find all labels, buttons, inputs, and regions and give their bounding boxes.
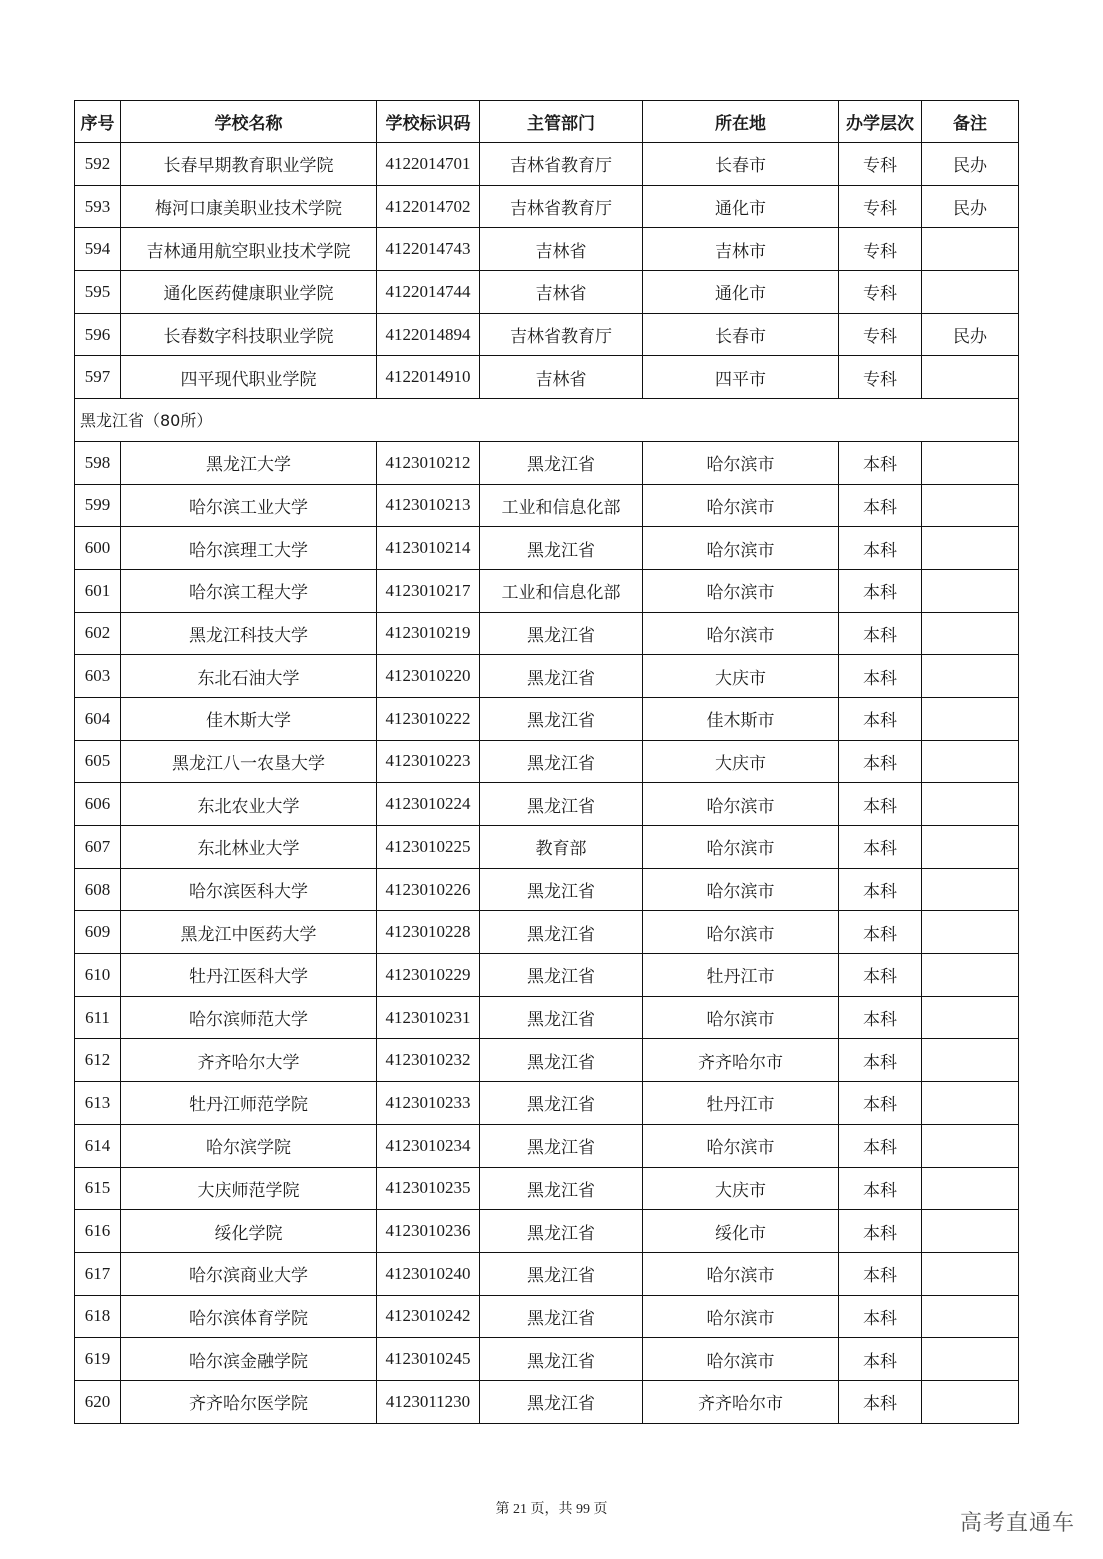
cell-location: 哈尔滨市 bbox=[643, 612, 839, 655]
cell-level: 本科 bbox=[839, 1124, 922, 1167]
cell-department: 黑龙江省 bbox=[480, 1252, 643, 1295]
table-row bbox=[75, 1210, 1019, 1253]
cell-note: 民办 bbox=[922, 185, 1019, 228]
table-row bbox=[75, 697, 1019, 740]
table-row bbox=[75, 655, 1019, 698]
cell-department: 黑龙江省 bbox=[480, 1039, 643, 1082]
cell-department: 吉林省 bbox=[480, 356, 643, 399]
cell-school-code: 4123010219 bbox=[377, 612, 480, 655]
table-row bbox=[75, 569, 1019, 612]
cell-note bbox=[922, 868, 1019, 911]
cell-department: 黑龙江省 bbox=[480, 655, 643, 698]
cell-note bbox=[922, 655, 1019, 698]
cell-index: 613 bbox=[75, 1082, 121, 1125]
cell-department: 吉林省教育厅 bbox=[480, 143, 643, 186]
cell-note bbox=[922, 826, 1019, 869]
cell-location: 哈尔滨市 bbox=[643, 1295, 839, 1338]
cell-index: 596 bbox=[75, 313, 121, 356]
cell-location: 佳木斯市 bbox=[643, 697, 839, 740]
table-row bbox=[75, 1124, 1019, 1167]
cell-index: 593 bbox=[75, 185, 121, 228]
table-row bbox=[75, 484, 1019, 527]
cell-school-name: 哈尔滨师范大学 bbox=[121, 996, 377, 1039]
cell-level: 本科 bbox=[839, 1295, 922, 1338]
header-index: 序号 bbox=[75, 101, 121, 143]
cell-school-code: 4123010228 bbox=[377, 911, 480, 954]
cell-note: 民办 bbox=[922, 143, 1019, 186]
cell-level: 专科 bbox=[839, 271, 922, 314]
cell-note bbox=[922, 228, 1019, 271]
cell-location: 哈尔滨市 bbox=[643, 826, 839, 869]
table-row bbox=[75, 1082, 1019, 1125]
cell-note: 民办 bbox=[922, 313, 1019, 356]
cell-location: 齐齐哈尔市 bbox=[643, 1380, 839, 1423]
cell-school-code: 4123010240 bbox=[377, 1252, 480, 1295]
cell-school-name: 齐齐哈尔大学 bbox=[121, 1039, 377, 1082]
cell-school-code: 4123010229 bbox=[377, 954, 480, 997]
cell-department: 吉林省教育厅 bbox=[480, 313, 643, 356]
cell-note bbox=[922, 697, 1019, 740]
cell-location: 长春市 bbox=[643, 313, 839, 356]
cell-department: 黑龙江省 bbox=[480, 1295, 643, 1338]
section-row bbox=[75, 399, 1019, 442]
cell-location: 绥化市 bbox=[643, 1210, 839, 1253]
table-body bbox=[75, 143, 1019, 1424]
cell-department: 黑龙江省 bbox=[480, 911, 643, 954]
cell-index: 612 bbox=[75, 1039, 121, 1082]
header-location: 所在地 bbox=[643, 101, 839, 143]
cell-note bbox=[922, 1295, 1019, 1338]
cell-department: 黑龙江省 bbox=[480, 527, 643, 570]
cell-location: 牡丹江市 bbox=[643, 954, 839, 997]
cell-department: 黑龙江省 bbox=[480, 1082, 643, 1125]
cell-school-name: 哈尔滨工业大学 bbox=[121, 484, 377, 527]
cell-school-name: 黑龙江中医药大学 bbox=[121, 911, 377, 954]
cell-department: 黑龙江省 bbox=[480, 868, 643, 911]
cell-index: 611 bbox=[75, 996, 121, 1039]
cell-location: 哈尔滨市 bbox=[643, 441, 839, 484]
cell-school-code: 4123010234 bbox=[377, 1124, 480, 1167]
cell-school-code: 4123010232 bbox=[377, 1039, 480, 1082]
cell-school-name: 哈尔滨医科大学 bbox=[121, 868, 377, 911]
cell-note bbox=[922, 484, 1019, 527]
cell-department: 吉林省 bbox=[480, 228, 643, 271]
cell-index: 600 bbox=[75, 527, 121, 570]
cell-index: 614 bbox=[75, 1124, 121, 1167]
cell-location: 哈尔滨市 bbox=[643, 1252, 839, 1295]
cell-index: 620 bbox=[75, 1380, 121, 1423]
school-list-table bbox=[74, 100, 1019, 1424]
cell-index: 597 bbox=[75, 356, 121, 399]
cell-school-code: 4123010222 bbox=[377, 697, 480, 740]
cell-school-code: 4122014910 bbox=[377, 356, 480, 399]
cell-school-code: 4123010226 bbox=[377, 868, 480, 911]
cell-school-name: 通化医药健康职业学院 bbox=[121, 271, 377, 314]
cell-note bbox=[922, 1380, 1019, 1423]
cell-school-code: 4123011230 bbox=[377, 1380, 480, 1423]
cell-department: 黑龙江省 bbox=[480, 697, 643, 740]
cell-level: 本科 bbox=[839, 612, 922, 655]
cell-level: 本科 bbox=[839, 868, 922, 911]
cell-school-code: 4123010236 bbox=[377, 1210, 480, 1253]
cell-index: 601 bbox=[75, 569, 121, 612]
cell-location: 大庆市 bbox=[643, 655, 839, 698]
watermark-logo: 高考直通车 bbox=[959, 1511, 1075, 1536]
cell-index: 616 bbox=[75, 1210, 121, 1253]
cell-location: 齐齐哈尔市 bbox=[643, 1039, 839, 1082]
cell-level: 本科 bbox=[839, 484, 922, 527]
table-row bbox=[75, 740, 1019, 783]
cell-school-name: 黑龙江科技大学 bbox=[121, 612, 377, 655]
cell-level: 本科 bbox=[839, 1338, 922, 1381]
cell-location: 四平市 bbox=[643, 356, 839, 399]
cell-school-name: 哈尔滨工程大学 bbox=[121, 569, 377, 612]
cell-note bbox=[922, 441, 1019, 484]
cell-school-code: 4123010235 bbox=[377, 1167, 480, 1210]
cell-school-code: 4122014743 bbox=[377, 228, 480, 271]
cell-note bbox=[922, 740, 1019, 783]
cell-level: 本科 bbox=[839, 740, 922, 783]
cell-school-name: 东北农业大学 bbox=[121, 783, 377, 826]
cell-department: 工业和信息化部 bbox=[480, 484, 643, 527]
cell-level: 本科 bbox=[839, 697, 922, 740]
cell-school-name: 牡丹江医科大学 bbox=[121, 954, 377, 997]
cell-level: 专科 bbox=[839, 356, 922, 399]
header-row bbox=[75, 101, 1019, 143]
table-row bbox=[75, 783, 1019, 826]
cell-school-name: 黑龙江八一农垦大学 bbox=[121, 740, 377, 783]
cell-level: 本科 bbox=[839, 1380, 922, 1423]
cell-index: 618 bbox=[75, 1295, 121, 1338]
header-school-name: 学校名称 bbox=[121, 101, 377, 143]
cell-note bbox=[922, 1210, 1019, 1253]
cell-school-name: 哈尔滨理工大学 bbox=[121, 527, 377, 570]
cell-location: 通化市 bbox=[643, 271, 839, 314]
cell-school-name: 梅河口康美职业技术学院 bbox=[121, 185, 377, 228]
cell-level: 本科 bbox=[839, 1252, 922, 1295]
table-row bbox=[75, 911, 1019, 954]
cell-index: 605 bbox=[75, 740, 121, 783]
cell-school-name: 东北石油大学 bbox=[121, 655, 377, 698]
cell-school-name: 牡丹江师范学院 bbox=[121, 1082, 377, 1125]
cell-level: 本科 bbox=[839, 826, 922, 869]
cell-index: 615 bbox=[75, 1167, 121, 1210]
cell-location: 哈尔滨市 bbox=[643, 1124, 839, 1167]
cell-location: 吉林市 bbox=[643, 228, 839, 271]
cell-department: 教育部 bbox=[480, 826, 643, 869]
cell-school-code: 4123010245 bbox=[377, 1338, 480, 1381]
cell-school-name: 大庆师范学院 bbox=[121, 1167, 377, 1210]
cell-department: 黑龙江省 bbox=[480, 740, 643, 783]
table-row bbox=[75, 1252, 1019, 1295]
cell-school-code: 4123010225 bbox=[377, 826, 480, 869]
cell-location: 大庆市 bbox=[643, 1167, 839, 1210]
cell-level: 专科 bbox=[839, 313, 922, 356]
cell-index: 610 bbox=[75, 954, 121, 997]
table-row bbox=[75, 143, 1019, 186]
cell-school-code: 4122014701 bbox=[377, 143, 480, 186]
cell-level: 本科 bbox=[839, 1039, 922, 1082]
cell-department: 黑龙江省 bbox=[480, 1380, 643, 1423]
cell-level: 本科 bbox=[839, 527, 922, 570]
table-row bbox=[75, 1167, 1019, 1210]
cell-note bbox=[922, 1082, 1019, 1125]
table-row bbox=[75, 1380, 1019, 1423]
cell-index: 619 bbox=[75, 1338, 121, 1381]
cell-department: 黑龙江省 bbox=[480, 783, 643, 826]
table-row bbox=[75, 271, 1019, 314]
cell-index: 599 bbox=[75, 484, 121, 527]
cell-location: 哈尔滨市 bbox=[643, 1338, 839, 1381]
cell-school-name: 黑龙江大学 bbox=[121, 441, 377, 484]
cell-note bbox=[922, 911, 1019, 954]
cell-location: 哈尔滨市 bbox=[643, 527, 839, 570]
table-row bbox=[75, 826, 1019, 869]
cell-location: 哈尔滨市 bbox=[643, 868, 839, 911]
table-row bbox=[75, 1039, 1019, 1082]
table-row bbox=[75, 356, 1019, 399]
cell-school-name: 哈尔滨学院 bbox=[121, 1124, 377, 1167]
cell-school-name: 齐齐哈尔医学院 bbox=[121, 1380, 377, 1423]
cell-location: 牡丹江市 bbox=[643, 1082, 839, 1125]
cell-department: 黑龙江省 bbox=[480, 1210, 643, 1253]
cell-level: 专科 bbox=[839, 143, 922, 186]
cell-note bbox=[922, 783, 1019, 826]
table-row bbox=[75, 868, 1019, 911]
cell-location: 长春市 bbox=[643, 143, 839, 186]
cell-school-code: 4122014894 bbox=[377, 313, 480, 356]
cell-level: 专科 bbox=[839, 228, 922, 271]
cell-school-name: 吉林通用航空职业技术学院 bbox=[121, 228, 377, 271]
cell-note bbox=[922, 1338, 1019, 1381]
cell-note bbox=[922, 1252, 1019, 1295]
cell-school-name: 东北林业大学 bbox=[121, 826, 377, 869]
table-row bbox=[75, 1295, 1019, 1338]
cell-note bbox=[922, 996, 1019, 1039]
table-row bbox=[75, 996, 1019, 1039]
cell-department: 黑龙江省 bbox=[480, 1167, 643, 1210]
cell-index: 603 bbox=[75, 655, 121, 698]
cell-index: 594 bbox=[75, 228, 121, 271]
cell-index: 602 bbox=[75, 612, 121, 655]
table-row bbox=[75, 612, 1019, 655]
cell-note bbox=[922, 527, 1019, 570]
cell-school-name: 哈尔滨体育学院 bbox=[121, 1295, 377, 1338]
cell-school-name: 四平现代职业学院 bbox=[121, 356, 377, 399]
table-header bbox=[75, 101, 1019, 143]
cell-school-code: 4123010213 bbox=[377, 484, 480, 527]
cell-level: 本科 bbox=[839, 1082, 922, 1125]
cell-location: 哈尔滨市 bbox=[643, 996, 839, 1039]
cell-location: 通化市 bbox=[643, 185, 839, 228]
cell-note bbox=[922, 356, 1019, 399]
cell-level: 本科 bbox=[839, 1210, 922, 1253]
cell-school-code: 4123010231 bbox=[377, 996, 480, 1039]
cell-school-name: 佳木斯大学 bbox=[121, 697, 377, 740]
cell-school-code: 4123010223 bbox=[377, 740, 480, 783]
cell-level: 本科 bbox=[839, 911, 922, 954]
cell-level: 本科 bbox=[839, 996, 922, 1039]
cell-level: 本科 bbox=[839, 783, 922, 826]
cell-level: 本科 bbox=[839, 569, 922, 612]
cell-department: 黑龙江省 bbox=[480, 441, 643, 484]
cell-department: 黑龙江省 bbox=[480, 954, 643, 997]
cell-school-code: 4123010212 bbox=[377, 441, 480, 484]
cell-school-name: 绥化学院 bbox=[121, 1210, 377, 1253]
cell-school-name: 哈尔滨商业大学 bbox=[121, 1252, 377, 1295]
cell-department: 吉林省教育厅 bbox=[480, 185, 643, 228]
table-row bbox=[75, 441, 1019, 484]
cell-index: 606 bbox=[75, 783, 121, 826]
cell-note bbox=[922, 271, 1019, 314]
cell-index: 604 bbox=[75, 697, 121, 740]
cell-school-code: 4122014744 bbox=[377, 271, 480, 314]
cell-note bbox=[922, 569, 1019, 612]
cell-note bbox=[922, 612, 1019, 655]
cell-location: 大庆市 bbox=[643, 740, 839, 783]
cell-level: 本科 bbox=[839, 441, 922, 484]
cell-note bbox=[922, 1124, 1019, 1167]
table-row bbox=[75, 954, 1019, 997]
cell-department: 工业和信息化部 bbox=[480, 569, 643, 612]
cell-note bbox=[922, 1167, 1019, 1210]
cell-note bbox=[922, 954, 1019, 997]
header-department: 主管部门 bbox=[480, 101, 643, 143]
table-row bbox=[75, 185, 1019, 228]
cell-location: 哈尔滨市 bbox=[643, 569, 839, 612]
cell-school-code: 4123010220 bbox=[377, 655, 480, 698]
cell-level: 本科 bbox=[839, 655, 922, 698]
cell-index: 617 bbox=[75, 1252, 121, 1295]
cell-location: 哈尔滨市 bbox=[643, 484, 839, 527]
cell-school-name: 长春早期教育职业学院 bbox=[121, 143, 377, 186]
cell-school-code: 4123010242 bbox=[377, 1295, 480, 1338]
cell-index: 595 bbox=[75, 271, 121, 314]
cell-index: 592 bbox=[75, 143, 121, 186]
cell-school-code: 4123010214 bbox=[377, 527, 480, 570]
cell-level: 专科 bbox=[839, 185, 922, 228]
cell-location: 哈尔滨市 bbox=[643, 911, 839, 954]
cell-location: 哈尔滨市 bbox=[643, 783, 839, 826]
table-row bbox=[75, 313, 1019, 356]
table-row bbox=[75, 1338, 1019, 1381]
cell-index: 608 bbox=[75, 868, 121, 911]
cell-level: 本科 bbox=[839, 954, 922, 997]
cell-level: 本科 bbox=[839, 1167, 922, 1210]
cell-school-code: 4123010217 bbox=[377, 569, 480, 612]
cell-index: 598 bbox=[75, 441, 121, 484]
cell-school-name: 哈尔滨金融学院 bbox=[121, 1338, 377, 1381]
page-number: 第 21 页，共 99 页 bbox=[495, 1502, 608, 1517]
section-label: 黑龙江省（80所） bbox=[75, 399, 1019, 442]
cell-school-name: 长春数字科技职业学院 bbox=[121, 313, 377, 356]
header-note: 备注 bbox=[922, 101, 1019, 143]
table-row bbox=[75, 527, 1019, 570]
cell-department: 黑龙江省 bbox=[480, 1124, 643, 1167]
header-level: 办学层次 bbox=[839, 101, 922, 143]
cell-department: 黑龙江省 bbox=[480, 996, 643, 1039]
cell-department: 黑龙江省 bbox=[480, 1338, 643, 1381]
cell-index: 609 bbox=[75, 911, 121, 954]
cell-school-code: 4123010224 bbox=[377, 783, 480, 826]
cell-note bbox=[922, 1039, 1019, 1082]
cell-department: 黑龙江省 bbox=[480, 612, 643, 655]
cell-school-code: 4123010233 bbox=[377, 1082, 480, 1125]
header-school-code: 学校标识码 bbox=[377, 101, 480, 143]
cell-department: 吉林省 bbox=[480, 271, 643, 314]
cell-school-code: 4122014702 bbox=[377, 185, 480, 228]
cell-index: 607 bbox=[75, 826, 121, 869]
table-row bbox=[75, 228, 1019, 271]
